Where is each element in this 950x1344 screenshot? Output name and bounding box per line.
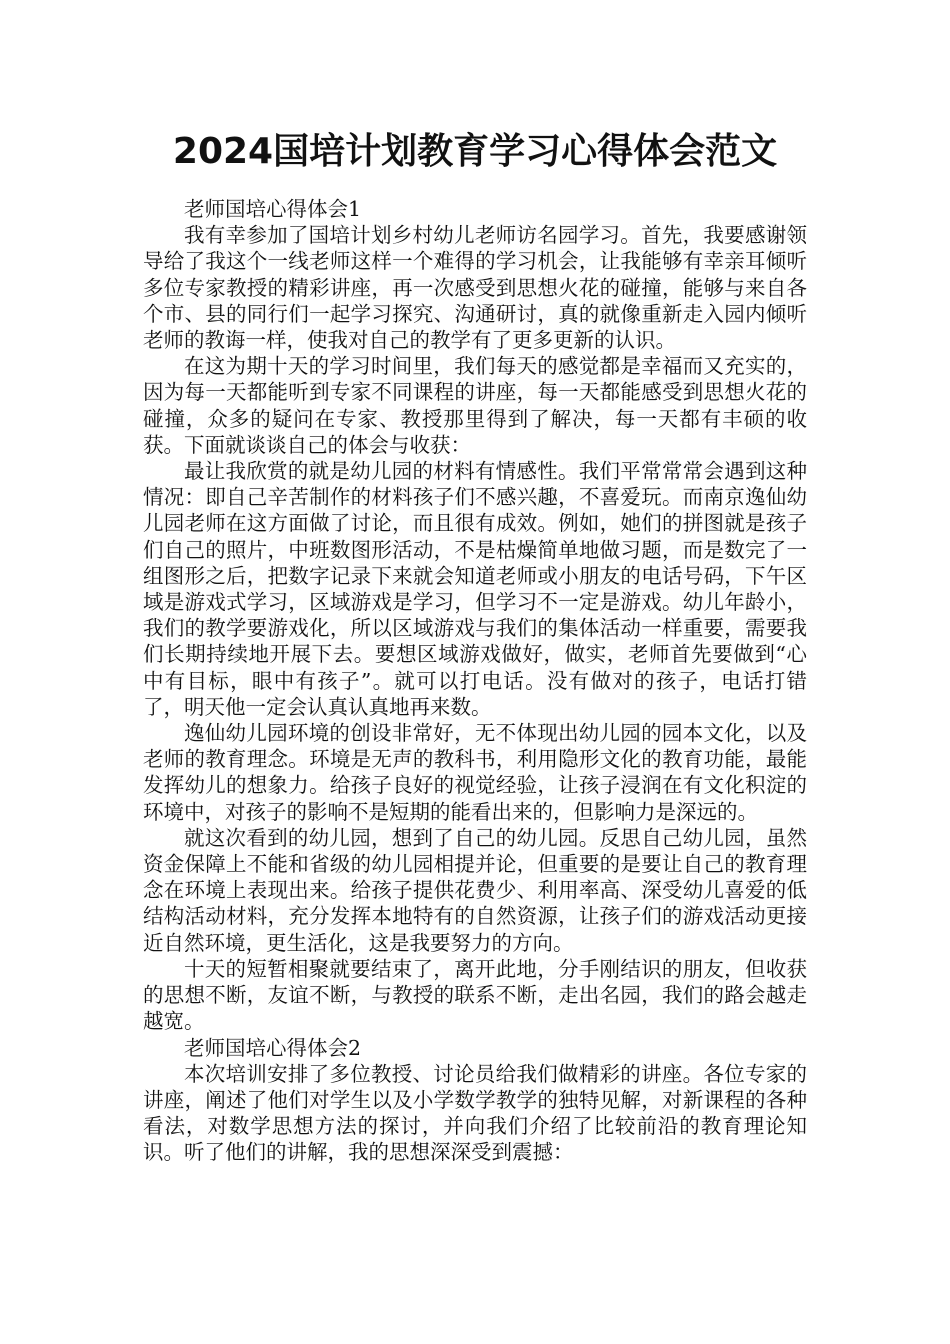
paragraph: 本次培训安排了多位教授、讨论员给我们做精彩的讲座。各位专家的讲座，阐述了他们对学生以及小学数学教学的独特见解，对新课程的各种看法，对数学思想方法的探讨，并向我们介绍了比较前沿的教育理论知识。听了他们的讲解，我的思想深深受到震撼：	[143, 1061, 807, 1165]
section-heading-1: 老师国培心得体会1	[184, 197, 362, 221]
document-body	[143, 196, 807, 1166]
paragraph: 最让我欣赏的就是幼儿园的材料有情感性。我们平常常常会遇到这种情况：即自己辛苦制作的材料孩子们不感兴趣，不喜爱玩。而南京逸仙幼儿园老师在这方面做了讨论，而且很有成效。例如，她们的拼图就是孩子们自己的照片，中班数图形活动，不是枯燥简单地做习题，而是数完了一组图形之后，把数字记录下来就会知道老师或小朋友的电话号码，下午区域是游戏式学习，区域游戏是学习，但学习不一定是游戏。幼儿年龄小，我们的教学要游戏化，所以区域游戏与我们的集体活动一样重要，需要我们长期持续地开展下去。要想区域游戏做好，做实，老师首先要做到“心中有目标，眼中有孩子”。就可以打电话。没有做对的孩子，电话打错了，明天他一定会认真认真地再来数。	[143, 459, 807, 719]
paragraph: 就这次看到的幼儿园，想到了自己的幼儿园。反思自己幼儿园，虽然资金保障上不能和省级的幼儿园相提并论，但重要的是要让自己的教育理念在环境上表现出来。给孩子提供花费少、利用率高、深受幼儿喜爱的低结构活动材料，充分发挥本地特有的自然资源，让孩子们的游戏活动更接近自然环境，更生活化，这是我要努力的方向。	[143, 825, 807, 955]
paragraph: 在这为期十天的学习时间里，我们每天的感觉都是幸福而又充实的，因为每一天都能听到专家不同课程的讲座，每一天都能感受到思想火花的碰撞，众多的疑问在专家、教授那里得到了解决，每一天都有丰硕的收获。下面就谈谈自己的体会与收获：	[143, 354, 807, 457]
paragraph: 逸仙幼儿园环境的创设非常好，无不体现出幼儿园的园本文化，以及老师的教育理念。环境是无声的教科书，利用隐形文化的教育功能，最能发挥幼儿的想象力。给孩子良好的视觉经验，让孩子浸润在有文化积淀的环境中，对孩子的影响不是短期的能看出来的，但影响力是深远的。	[143, 721, 807, 824]
section-heading-2: 老师国培心得体会2	[184, 1035, 362, 1060]
document-title: 2024国培计划教育学习心得体会范文	[172, 131, 778, 172]
paragraph: 十天的短暂相聚就要结束了，离开此地，分手刚结识的朋友，但收获的思想不断，友谊不断，与教授的联系不断，走出名园，我们的路会越走越宽。	[143, 956, 807, 1034]
paragraph: 我有幸参加了国培计划乡村幼儿老师访名园学习。首先，我要感谢领导给了我这个一线老师这样一个难得的学习机会，让我能够有幸亲耳倾听多位专家教授的精彩讲座，再一次感受到思想火花的碰撞，能够与来自各个市、县的同行们一起学习探究、沟通研讨，真的就像重新走入园内倾听老师的教诲一样，使我对自己的教学有了更多更新的认识。	[143, 223, 807, 353]
